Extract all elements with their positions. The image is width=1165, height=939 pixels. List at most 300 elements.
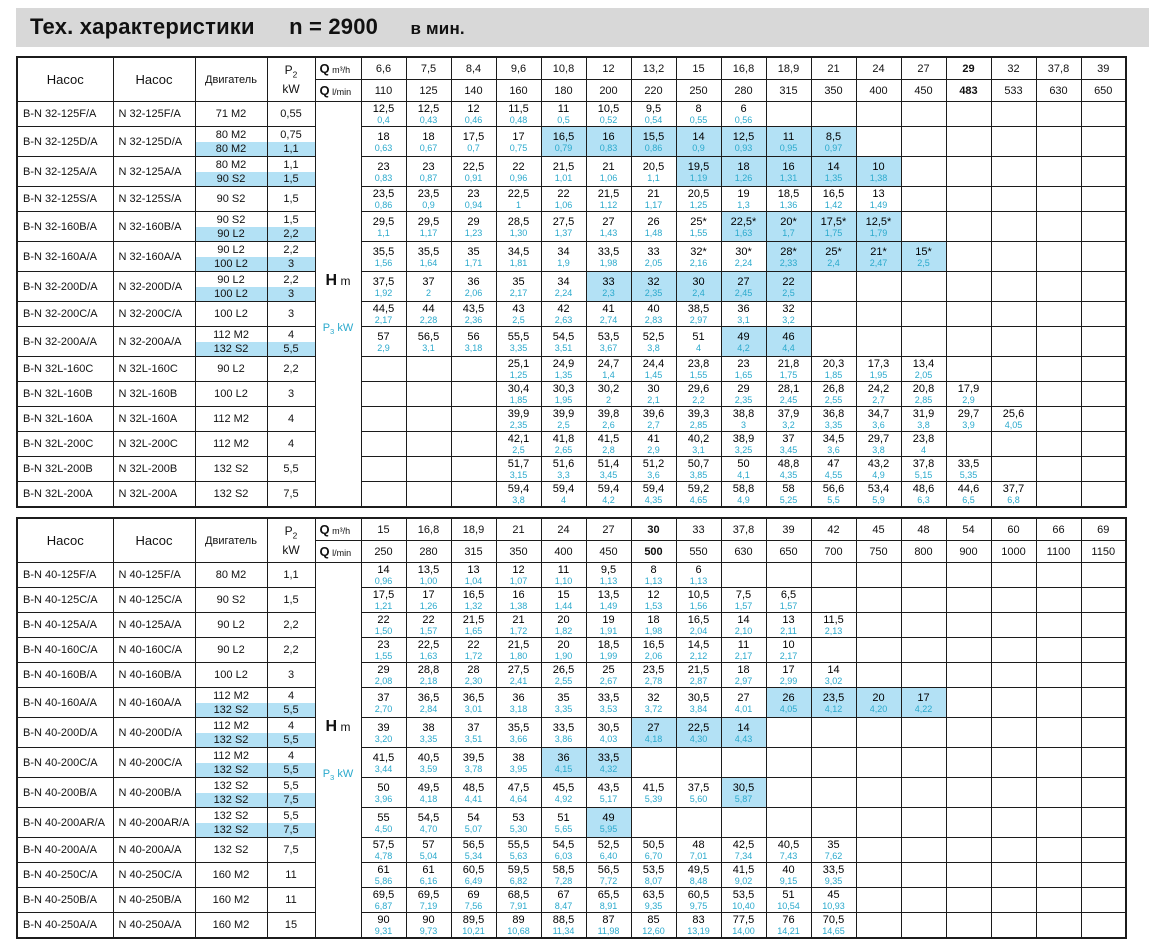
q-m3h-value: 48 (901, 518, 946, 541)
p2-kw-cell (267, 212, 315, 242)
motor-line: 100 L2 (214, 669, 248, 681)
h-value: 44,6 (957, 483, 980, 495)
pump2-cell: N 32-200D/A (113, 272, 195, 302)
q-m3h-value: 33 (676, 518, 721, 541)
q-lmin-value: 400 (541, 541, 586, 563)
empty-cell (901, 272, 946, 302)
p3-value: 1,50 (374, 626, 393, 636)
p2-kw-cell (267, 157, 315, 187)
h-value: 38,9 (732, 433, 755, 445)
p3-value: 1,92 (374, 287, 393, 298)
p3-value: 3,8 (647, 342, 660, 353)
p3-value: 5,07 (464, 823, 483, 834)
h-value: 11 (557, 564, 570, 576)
h-p3-cell (721, 407, 766, 432)
motor-line: 112 M2 (213, 413, 249, 425)
h-value: 14 (827, 664, 840, 676)
h-p3-cell (496, 913, 541, 939)
p2-line: 5,5 (268, 342, 315, 356)
empty-cell (1036, 482, 1081, 508)
p2-kw-cell (267, 407, 315, 432)
motor-line: 90 L2 (217, 273, 245, 286)
p3-value: 3,25 (734, 445, 753, 455)
h-value: 9,5 (645, 103, 662, 115)
h-p3-cell (361, 242, 406, 272)
h-value: 23,5 (822, 691, 845, 704)
h-p3-cell (496, 663, 541, 688)
h-p3-cell (406, 688, 451, 718)
pump-row (17, 382, 1126, 407)
p3-value: 0,63 (374, 142, 393, 153)
q-lmin-value: 220 (631, 80, 676, 102)
h-p3-cell (541, 457, 586, 482)
col-header-pump-2: Насос (113, 57, 195, 102)
motor-line: 112 M2 (213, 689, 249, 702)
h-p3-cell (676, 838, 721, 863)
h-value: 7,5 (735, 589, 752, 601)
h-value: 39,5 (462, 751, 485, 764)
h-value: 37 (467, 721, 480, 734)
pump2-cell: N 40-200D/A (113, 718, 195, 748)
motor-cell (195, 808, 267, 838)
p3-value: 1 (515, 200, 521, 210)
q-m3h-value: 27 (586, 518, 631, 541)
h-value: 22,5 (687, 721, 710, 734)
motor-cell (195, 407, 267, 432)
p3-value: 0,96 (374, 576, 393, 586)
p2-kw-cell (267, 838, 315, 863)
h-p3-cell (721, 613, 766, 638)
p3-value: 1,95 (554, 395, 573, 405)
h-p3-cell (766, 613, 811, 638)
p3-value: 5,87 (734, 793, 753, 804)
motor-line: 100 L2 (214, 388, 248, 400)
empty-cell (676, 808, 721, 838)
col-header-p2: $P_2$ kW (267, 57, 315, 102)
h-value: 32 (647, 275, 660, 288)
h-p3-cell (496, 888, 541, 913)
h-p3-cell (586, 127, 631, 157)
empty-cell (901, 638, 946, 663)
pump1-cell: B-N 40-200A/A (17, 838, 113, 863)
p3-value: 1,98 (599, 257, 618, 268)
motor-line: 132 S2 (213, 779, 249, 792)
p3-value: 6,82 (509, 876, 528, 886)
empty-cell (811, 718, 856, 748)
p3-value: 3,1 (737, 315, 750, 325)
p3-value: 2,13 (824, 626, 843, 636)
empty-cell (451, 482, 496, 508)
p3-value: 0,83 (599, 142, 618, 153)
empty-cell (946, 432, 991, 457)
h-p3-cell (721, 888, 766, 913)
p3-value: 1,06 (599, 172, 618, 183)
q-m3h-value: 16,8 (721, 57, 766, 80)
h-p3-cell (406, 613, 451, 638)
h-value: 28* (780, 245, 797, 258)
h-p3-cell (721, 718, 766, 748)
p3-value: 2,6 (602, 420, 615, 430)
empty-cell (1081, 663, 1126, 688)
h-p3-cell (541, 157, 586, 187)
h-value: 16 (782, 160, 795, 173)
h-value: 53,5 (642, 864, 665, 876)
empty-cell (991, 888, 1036, 913)
q-m3h-value: 18,9 (766, 57, 811, 80)
h-value: 20* (780, 215, 797, 228)
empty-cell (1081, 432, 1126, 457)
h-p3-cell (361, 888, 406, 913)
h-p3-cell (451, 102, 496, 127)
h-value: 22 (782, 275, 795, 288)
h-p3-cell (496, 613, 541, 638)
p3-value: 0,93 (734, 142, 753, 153)
h-p3-cell (496, 457, 541, 482)
h-value: 25,6 (1002, 408, 1025, 420)
h-value: 37 (377, 691, 390, 704)
h-p3-cell (586, 563, 631, 588)
h-value: 59,4 (552, 483, 575, 495)
h-value: 24,9 (552, 358, 575, 370)
h-value: 18 (647, 614, 660, 626)
empty-cell (946, 272, 991, 302)
h-value: 17 (512, 130, 525, 143)
q-lmin-value: 750 (856, 541, 901, 563)
h-p3-cell (721, 212, 766, 242)
empty-cell (991, 778, 1036, 808)
empty-cell (856, 808, 901, 838)
h-value: 18 (377, 130, 390, 143)
empty-cell (1036, 613, 1081, 638)
h-value: 35 (467, 245, 480, 258)
empty-cell (946, 888, 991, 913)
empty-cell (811, 638, 856, 663)
p3-value: 2,5 (917, 257, 930, 268)
p3-value: 1,71 (464, 257, 483, 268)
p2-kw-cell (267, 638, 315, 663)
h-p3-cell (811, 407, 856, 432)
h-p3-cell (856, 157, 901, 187)
p3-value: 2,85 (914, 395, 933, 405)
empty-cell (1081, 357, 1126, 382)
q-m3h-label: Q m³/h (315, 57, 361, 80)
p3-value: 6,8 (1007, 495, 1020, 505)
empty-cell (1036, 457, 1081, 482)
h-value: 57 (422, 839, 435, 851)
h-p3-cell (721, 588, 766, 613)
p3-value: 1,53 (644, 601, 663, 611)
empty-cell (991, 127, 1036, 157)
h-value: 52,5 (597, 839, 620, 851)
p3-value: 0,87 (419, 172, 438, 183)
empty-cell (1081, 748, 1126, 778)
p3-value: 1,17 (419, 227, 438, 238)
h-value: 30,5 (597, 721, 620, 734)
h-p3-cell (901, 482, 946, 508)
h-p3-cell (361, 913, 406, 939)
empty-cell (1036, 242, 1081, 272)
pump-row (17, 838, 1126, 863)
p3-value: 3,18 (509, 703, 528, 714)
empty-cell (856, 663, 901, 688)
q-m3h-value: 8,4 (451, 57, 496, 80)
pump2-cell: N 32-125A/A (113, 157, 195, 187)
pump2-cell: N 32-160A/A (113, 242, 195, 272)
h-value: 17,5 (372, 589, 395, 601)
p3-value: 3,01 (464, 703, 483, 714)
h-value: 36 (467, 275, 480, 288)
p3-value: 1,95 (869, 370, 888, 380)
p3-value: 10,40 (732, 901, 755, 911)
q-lmin-value: 450 (586, 541, 631, 563)
q-lmin-value: 700 (811, 541, 856, 563)
pump-table-2 (16, 517, 1127, 939)
p2-line: 0,55 (280, 108, 302, 120)
h-p3-cell (541, 127, 586, 157)
h-p3-cell (586, 638, 631, 663)
pump-row (17, 563, 1126, 588)
p3-value: 2,74 (599, 315, 618, 325)
p3-value: 1,06 (554, 200, 573, 210)
empty-cell (856, 613, 901, 638)
p3-value: 4,15 (554, 763, 573, 774)
q-lmin-value: 650 (766, 541, 811, 563)
h-value: 33 (602, 275, 615, 288)
h-value: 10 (872, 160, 885, 173)
h-value: 50,7 (687, 458, 710, 470)
p3-value: 2,17 (734, 651, 753, 661)
h-value: 12,5 (732, 130, 755, 143)
p3-value: 0,48 (509, 115, 528, 125)
col-header-motor: Двигатель (195, 57, 267, 102)
pump1-cell: B-N 40-200B/A (17, 778, 113, 808)
h-value: 30 (647, 383, 660, 395)
h-p3-cell (586, 327, 631, 357)
h-p3-cell (631, 718, 676, 748)
h-value: 42,1 (507, 433, 530, 445)
p3-value: 1,25 (689, 200, 708, 210)
p2-line: 0,75 (280, 128, 302, 141)
h-value: 51,6 (552, 458, 575, 470)
q-lmin-value: 450 (901, 80, 946, 102)
p3-value: 1,57 (779, 601, 798, 611)
h-value: 18 (737, 664, 750, 676)
h-value: 22 (467, 639, 480, 651)
pump1-cell: B-N 32-125D/A (17, 127, 113, 157)
pump2-cell: N 40-125F/A (113, 563, 195, 588)
h-value: 38 (512, 751, 525, 764)
h-p3-cell (901, 457, 946, 482)
empty-cell (721, 748, 766, 778)
p3-value: 4,4 (782, 342, 795, 353)
h-value: 17 (782, 664, 795, 676)
pump2-cell: N 40-160B/A (113, 663, 195, 688)
h-value: 19 (737, 188, 750, 200)
p3-value: 7,56 (464, 901, 483, 911)
h-p3-cell (811, 482, 856, 508)
p3-value: 4,20 (869, 703, 888, 714)
p3-value: 1,45 (644, 370, 663, 380)
p3-value: 4,43 (734, 733, 753, 744)
h-value: 56,5 (597, 864, 620, 876)
h-p3-cell (631, 242, 676, 272)
h-value: 49 (602, 811, 615, 824)
h-p3-cell (361, 778, 406, 808)
h-p3-cell (541, 913, 586, 939)
h-value: 32 (647, 691, 660, 704)
p3-value: 2,06 (644, 651, 663, 661)
p3-value: 2,55 (554, 676, 573, 686)
h-p3-cell (496, 563, 541, 588)
p3-value: 1,26 (734, 172, 753, 183)
h-p3-cell (361, 302, 406, 327)
p3-value: 3,95 (509, 763, 528, 774)
h-value: 29 (467, 215, 480, 228)
p3-value: 1,55 (374, 651, 393, 661)
p3-value: 4,01 (734, 703, 753, 714)
motor-line: 100 L2 (196, 257, 267, 271)
empty-cell (361, 432, 406, 457)
motor-line: 132 S2 (196, 823, 267, 837)
p2-line: 4 (287, 689, 295, 702)
pump2-cell: N 32-125S/A (113, 187, 195, 212)
p3-value: 2,7 (872, 395, 885, 405)
q-m3h-value: 18,9 (451, 518, 496, 541)
h-p3-cell (541, 863, 586, 888)
h-value: 17,5* (820, 215, 847, 228)
p2-line: 7,5 (268, 823, 315, 837)
q-m3h-value: 21 (496, 518, 541, 541)
h-p3-cell (721, 157, 766, 187)
h-p3-cell (541, 808, 586, 838)
p3-value: 1,81 (509, 257, 528, 268)
h-value: 48,5 (462, 781, 485, 794)
h-value: 6,5 (780, 589, 797, 601)
p3-value: 1,7 (782, 227, 795, 238)
h-p3-cell (406, 638, 451, 663)
h-p3-cell (586, 838, 631, 863)
h-p3-cell (451, 863, 496, 888)
h-value: 33,5 (822, 864, 845, 876)
empty-cell (1036, 748, 1081, 778)
h-value: 38,8 (732, 408, 755, 420)
h-p3-cell (361, 327, 406, 357)
h-p3-cell (541, 272, 586, 302)
p3-value: 7,62 (824, 851, 843, 861)
h-value: 27 (647, 721, 660, 734)
pump2-cell: N 40-250A/A (113, 913, 195, 939)
q-m3h-value: 32 (991, 57, 1036, 80)
p3-value: 4,70 (419, 823, 438, 834)
h-p3-cell (766, 127, 811, 157)
h-value: 10,5 (597, 103, 620, 115)
q-lmin-value: 650 (1081, 80, 1126, 102)
h-value: 90 (377, 914, 390, 926)
h-value: 45,5 (552, 781, 575, 794)
h-p3-cell (676, 357, 721, 382)
h-p3-cell (631, 638, 676, 663)
p3-value: 4,64 (509, 793, 528, 804)
motor-line: 90 L2 (217, 363, 245, 375)
h-value: 33,5 (957, 458, 980, 470)
h-value: 21* (870, 245, 887, 258)
col-header-motor: Двигатель (195, 518, 267, 563)
p2-line: 1,1 (283, 158, 299, 171)
p3-value: 2,9 (962, 395, 975, 405)
motor-cell (195, 302, 267, 327)
h-value: 18,5 (597, 639, 620, 651)
h-p3-cell (856, 688, 901, 718)
h-value: 20,3 (822, 358, 845, 370)
h-value: 30,2 (597, 383, 620, 395)
motor-line: 112 M2 (213, 328, 249, 341)
h-p3-cell (676, 588, 721, 613)
h-value: 37 (782, 433, 795, 445)
p3-value: 2,97 (689, 315, 708, 325)
h-p3-cell (586, 718, 631, 748)
q-m3h-value: 24 (541, 518, 586, 541)
motor-cell (195, 157, 267, 187)
h-value: 34 (557, 275, 570, 288)
h-p3-cell (406, 778, 451, 808)
h-value: 69,5 (417, 889, 440, 901)
h-p3-cell (406, 913, 451, 939)
motor-line: 71 M2 (215, 108, 247, 120)
empty-cell (901, 157, 946, 187)
empty-cell (946, 808, 991, 838)
h-p3-cell (541, 748, 586, 778)
empty-cell (991, 863, 1036, 888)
h-p3-cell (586, 688, 631, 718)
p3-value: 8,91 (599, 901, 618, 911)
motor-line: 100 L2 (196, 287, 267, 301)
p3-value: 2,83 (644, 315, 663, 325)
h-value: 85 (647, 914, 660, 926)
p3-value: 3,8 (917, 420, 930, 430)
q-lmin-value: 315 (766, 80, 811, 102)
pump-row (17, 457, 1126, 482)
p3-value: 3,66 (509, 733, 528, 744)
h-p3-cell (676, 863, 721, 888)
h-value: 35 (827, 839, 840, 851)
h-p3-cell (676, 127, 721, 157)
p3-value: 2,35 (509, 420, 528, 430)
h-value: 65,5 (597, 889, 620, 901)
h-value: 41 (647, 433, 660, 445)
motor-line: 90 S2 (196, 172, 267, 186)
p3-value: 1,01 (554, 172, 573, 183)
h-p3-cell (406, 242, 451, 272)
p2-kw-cell (267, 778, 315, 808)
p3-value: 5,65 (554, 823, 573, 834)
empty-cell (901, 888, 946, 913)
h-value: 58,5 (552, 864, 575, 876)
p3-value: 9,15 (779, 876, 798, 886)
h-value: 48,8 (777, 458, 800, 470)
h-value: 11 (737, 639, 750, 651)
motor-cell (195, 888, 267, 913)
empty-cell (1081, 863, 1126, 888)
empty-cell (856, 778, 901, 808)
p3-value: 3,45 (779, 445, 798, 455)
empty-cell (766, 718, 811, 748)
h-p3-cell (631, 157, 676, 187)
h-p3-cell (361, 718, 406, 748)
q-lmin-value: 533 (991, 80, 1036, 102)
h-p3-cell (721, 457, 766, 482)
p3-kw-label: $P_3$ kW (322, 767, 354, 783)
h-value: 90 (422, 914, 435, 926)
